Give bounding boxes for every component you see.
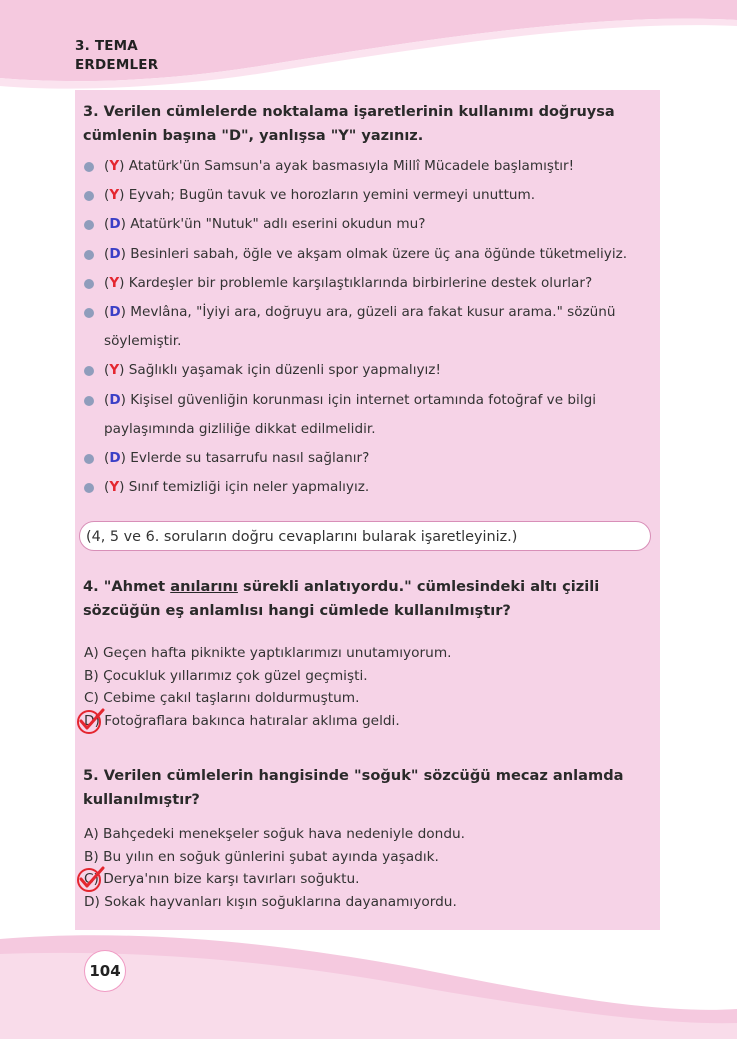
question-5-options (84, 823, 644, 913)
list-item: (D) Kişisel güvenliğin korunması için internet ortamında fotoğraf ve bilgi paylaşımında gizliliğe dikkat edilmelidir. (84, 386, 659, 444)
answer-mark: D (109, 391, 121, 408)
option-d[interactable]: D) Sokak hayvanları kışın soğuklarına dayanamıyordu. (84, 893, 457, 910)
item-text: Evlerde su tasarrufu nasıl sağlanır? (130, 450, 370, 467)
bullet-icon (84, 308, 94, 318)
option-c[interactable]: C) Cebime çakıl taşlarını doldurmuştum. (84, 690, 360, 706)
q4-title-part: 4. "Ahmet (83, 578, 171, 595)
check-mark-icon (76, 707, 106, 735)
check-mark-icon (76, 865, 106, 893)
answer-mark: Y (109, 158, 120, 174)
answer-mark: D (109, 245, 121, 262)
option-d[interactable] (84, 710, 644, 733)
list-item: (Y) Sınıf temizliği için neler yapmalıyız. (84, 473, 659, 502)
answer-mark: Y (109, 187, 120, 204)
list-item: (D) Besinleri sabah, öğle ve akşam olmak üzere üç ana öğünde tüketmeliyiz. (84, 240, 659, 269)
q4-title-part: sürekli anlatıyordu." cümlesindeki altı çizili sözcüğün eş anlamlısı hangi cümlede kullanılmıştır? (83, 578, 600, 619)
list-item: (D) Evlerde su tasarrufu nasıl sağlanır? (84, 444, 659, 473)
item-text: Sınıf temizliği için neler yapmalıyız. (128, 479, 370, 496)
question-3-list (84, 152, 659, 502)
bullet-icon (84, 279, 94, 289)
answer-mark: Y (109, 274, 120, 291)
theme-label: 3. TEMA (75, 38, 138, 54)
list-item: (Y) Eyvah; Bugün tavuk ve horozların yemini vermeyi unuttum. (84, 181, 659, 210)
question-4-title (83, 575, 653, 623)
answer-mark: Y (109, 362, 120, 379)
answer-mark: D (109, 216, 121, 233)
bullet-icon (84, 454, 94, 464)
option-a[interactable]: A) Bahçedeki menekşeler soğuk hava nedeniyle dondu. (84, 826, 466, 842)
item-text: Mevlâna, "İyiyi ara, doğruyu ara, güzeli ara fakat kusur arama." sözünü söylemiştir. (104, 304, 616, 350)
bullet-icon (84, 250, 94, 260)
bullet-icon (84, 191, 94, 201)
item-text: Atatürk'ün "Nutuk" adlı eserini okudun mu? (130, 216, 426, 233)
question-4-options (84, 642, 644, 732)
item-text: Kişisel güvenliğin korunması için internet ortamında fotoğraf ve bilgi paylaşımında gizliliğe dikkat edilmelidir. (104, 391, 596, 437)
unit-header (75, 37, 158, 75)
option-b[interactable]: B) Çocukluk yıllarımız çok güzel geçmişti. (84, 667, 368, 684)
instruction-box: (4, 5 ve 6. soruların doğru cevaplarını bularak işaretleyiniz.) (79, 521, 651, 551)
list-item: (Y) Kardeşler bir problemle karşılaştıklarında birbirlerine destek olurlar? (84, 269, 659, 298)
option-text: C) Derya'nın bize karşı tavırları soğuktu. (84, 871, 360, 887)
bullet-icon (84, 162, 94, 172)
list-item: (D) Mevlâna, "İyiyi ara, doğruyu ara, güzeli ara fakat kusur arama." sözünü söylemiştir. (84, 298, 659, 356)
option-a[interactable]: A) Geçen hafta piknikte yaptıklarımızı unutamıyorum. (84, 645, 452, 661)
q4-underlined-word: anılarını (170, 578, 238, 595)
list-item: (Y) Atatürk'ün Samsun'a ayak basmasıyla Millî Mücadele başlamıştır! (84, 152, 659, 181)
question-5-title: 5. Verilen cümlelerin hangisinde "soğuk" sözcüğü mecaz anlamda kullanılmıştır? (83, 767, 624, 808)
page-number: 104 (84, 950, 126, 992)
option-b[interactable]: B) Bu yılın en soğuk günlerini şubat ayında yaşadık. (84, 848, 439, 865)
bullet-icon (84, 220, 94, 230)
list-item: (D) Atatürk'ün "Nutuk" adlı eserini okudun mu? (84, 210, 659, 239)
bullet-icon (84, 483, 94, 493)
item-text: Kardeşler bir problemle karşılaştıklarında birbirlerine destek olurlar? (128, 274, 593, 291)
item-text: Atatürk'ün Samsun'a ayak basmasıyla Millî Mücadele başlamıştır! (128, 158, 575, 174)
question-3-title: 3. Verilen cümlelerde noktalama işaretlerinin kullanımı doğruysa cümlenin başına "D", yanlışsa "Y" yazınız. (83, 104, 615, 144)
list-item: (Y) Sağlıklı yaşamak için düzenli spor yapmalıyız! (84, 356, 659, 385)
answer-mark: Y (109, 479, 120, 496)
bullet-icon (84, 396, 94, 406)
bullet-icon (84, 366, 94, 376)
item-text: Sağlıklı yaşamak için düzenli spor yapmalıyız! (128, 362, 441, 379)
item-text: Eyvah; Bugün tavuk ve horozların yemini vermeyi unuttum. (128, 187, 536, 204)
option-c[interactable] (84, 868, 644, 891)
item-text: Besinleri sabah, öğle ve akşam olmak üzere üç ana öğünde tüketmeliyiz. (130, 245, 628, 262)
theme-title: ERDEMLER (75, 57, 159, 73)
answer-mark: D (109, 304, 121, 321)
answer-mark: D (109, 450, 121, 467)
option-text: D) Fotoğraflara bakınca hatıralar aklıma geldi. (84, 712, 400, 729)
